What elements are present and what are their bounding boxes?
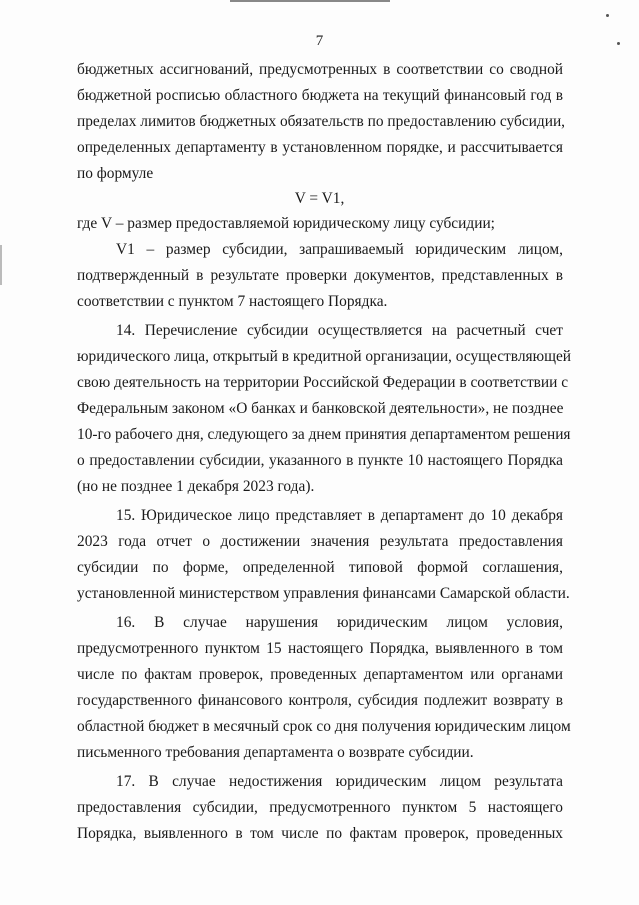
paragraph-14-start: 14. Перечисление субсидии осуществляется на расчетный счет <box>116 322 563 339</box>
scan-speck <box>606 14 609 17</box>
text-line: подтвержденный в результате проверки документов, представленных в <box>77 267 563 284</box>
text-line: 2023 года отчет о достижении значения результата предоставления <box>77 533 563 550</box>
scan-artifact-left <box>0 245 2 285</box>
text-line: предоставления субсидии, предусмотренного пунктом 5 настоящего <box>77 799 563 816</box>
paragraph-15-start: 15. Юридическое лицо представляет в департамент до 10 декабря <box>116 507 563 524</box>
text-line: где V – размер предоставляемой юридическому лицу субсидии; <box>77 215 495 232</box>
text-line: по формуле <box>77 165 154 182</box>
paragraph-16-start: 16. В случае нарушения юридическим лицом условия, <box>116 614 563 631</box>
formula: V = V1, <box>294 190 345 207</box>
text-line: определенных департаменту в установленном порядке, и рассчитывается <box>77 139 563 156</box>
text-line: бюджетных ассигнований, предусмотренных в соответствии со сводной <box>77 61 563 78</box>
page-number: 7 <box>315 33 324 49</box>
text-line: областной бюджет в месячный срок со дня получения юридическим лицом <box>77 718 571 735</box>
paragraph-start: V1 – размер субсидии, запрашиваемый юридическим лицом, <box>116 241 563 258</box>
text-line: пределах лимитов бюджетных обязательств по предоставлению субсидии, <box>77 113 566 130</box>
scan-artifact-top <box>230 0 390 2</box>
text-line: юридического лица, открытый в кредитной организации, осуществляющей <box>77 348 572 365</box>
text-line: свою деятельность на территории Российской Федерации в соответствии с <box>77 374 569 391</box>
text-line: соответствии с пунктом 7 настоящего Порядка. <box>77 293 388 310</box>
text-line: установленной министерством управления финансами Самарской области. <box>77 585 570 602</box>
text-line: государственного финансового контроля, субсидия подлежит возврату в <box>77 692 563 709</box>
text-line: бюджетной росписью областного бюджета на текущий финансовый год в <box>77 87 563 104</box>
text-line: предусмотренного пунктом 15 настоящего Порядка, выявленного в том <box>77 640 563 657</box>
paragraph-17-start: 17. В случае недостижения юридическим лицом результата <box>116 773 563 790</box>
text-line: субсидии по форме, определенной типовой формой соглашения, <box>77 559 563 576</box>
text-line: Порядка, выявленного в том числе по фактам проверок, проведенных <box>77 825 563 842</box>
text-line: числе по фактам проверок, проведенных департаментом или органами <box>77 666 563 683</box>
text-line: (но не позднее 1 декабря 2023 года). <box>77 478 315 495</box>
text-line: Федеральным законом «О банках и банковской деятельности», не позднее <box>77 400 564 417</box>
text-line: письменного требования департамента о возврате субсидии. <box>77 744 474 761</box>
text-line: 10-го рабочего дня, следующего за днем принятия департаментом решения <box>77 426 571 443</box>
text-line: о предоставлении субсидии, указанного в пункте 10 настоящего Порядка <box>77 452 563 469</box>
